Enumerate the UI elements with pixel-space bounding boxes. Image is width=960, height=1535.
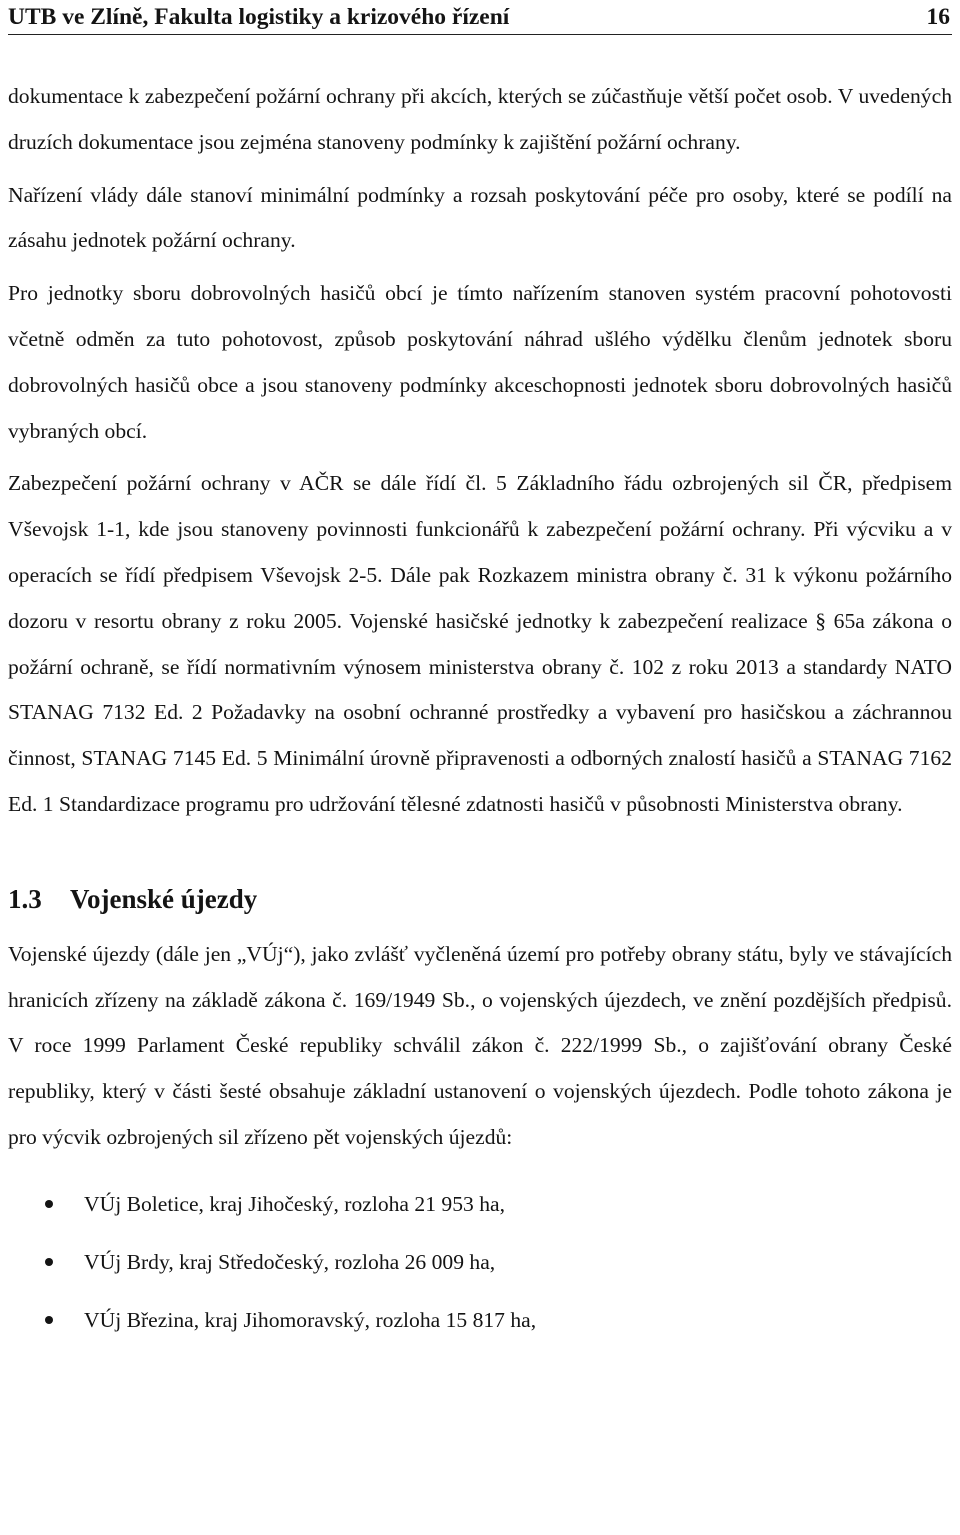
list-item <box>8 1307 952 1333</box>
header-title: UTB ve Zlíně, Fakulta logistiky a krizového řízení <box>8 4 510 30</box>
section-heading <box>8 879 952 919</box>
list-item <box>8 1249 952 1275</box>
list-item-text: VÚj Březina, kraj Jihomoravský, rozloha 15 817 ha, <box>84 1307 537 1332</box>
list-item-text: VÚj Brdy, kraj Středočeský, rozloha 26 009 ha, <box>84 1249 496 1274</box>
list-item-text: VÚj Boletice, kraj Jihočeský, rozloha 21 953 ha, <box>84 1191 505 1216</box>
bullet-list <box>8 1191 952 1333</box>
paragraph: dokumentace k zabezpečení požární ochrany při akcích, kterých se zúčastňuje větší počet osob. V uvedených druzích dokumentace jsou zejména stanoveny podmínky k zajištění požární ochrany. <box>8 84 952 154</box>
bullet-icon <box>45 1200 53 1208</box>
page-header <box>8 0 952 35</box>
paragraph: Vojenské újezdy (dále jen „VÚj“), jako zvlášť vyčleněná území pro potřeby obrany státu, byly ve stávajících hranicích zřízeny na základě zákona č. 169/1949 Sb., o vojenských újezdech, ve znění pozdějších předpisů. V roce 1999 Parlament České republiky schválil zákon č. 222/1999 Sb., o zajišťování obrany České republiky, který v části šesté obsahuje základní ustanovení o vojenských újezdech. Podle tohoto zákona je pro výcvik ozbrojených sil zřízeno pět vojenských újezdů: <box>8 941 952 1149</box>
document-body <box>8 74 952 1365</box>
bullet-icon <box>45 1316 53 1324</box>
section-title: Vojenské újezdy <box>70 883 258 914</box>
bullet-icon <box>45 1258 53 1266</box>
paragraph: Zabezpečení požární ochrany v AČR se dále řídí čl. 5 Základního řádu ozbrojených sil ČR, předpisem Vševojsk 1-1, kde jsou stanoveny povinnosti funkcionářů k zabezpečení požární ochrany. Při výcviku a v operacích se řídí předpisem Vševojsk 2-5. Dále pak Rozkazem ministra obrany č. 31 k výkonu požárního dozoru v resortu obrany z roku 2005. Vojenské hasičské jednotky k zabezpečení realizace § 65a zákona o požární ochraně, se řídí normativním výnosem ministerstva obrany č. 102 z roku 2013 a standardy NATO STANAG 7132 Ed. 2 Požadavky na osobní ochranné prostředky a vybavení pro hasičskou a záchrannou činnost, STANAG 7145 Ed. 5 Minimální úrovně připravenosti a odborných znalostí hasičů a STANAG 7162 Ed. 1 Standardizace programu pro udržování tělesné zdatnosti hasičů v působnosti Ministerstva obrany. <box>8 471 952 816</box>
list-item <box>8 1191 952 1217</box>
section-number: 1.3 <box>8 883 42 914</box>
page-number: 16 <box>926 4 950 30</box>
paragraph: Nařízení vlády dále stanoví minimální podmínky a rozsah poskytování péče pro osoby, které se podílí na zásahu jednotek požární ochrany. <box>8 182 952 253</box>
paragraph: Pro jednotky sboru dobrovolných hasičů obcí je tímto nařízením stanoven systém pracovní pohotovosti včetně odměn za tuto pohotovost, způsob poskytování náhrad ušlého výdělku členům jednotek sboru dobrovolných hasičů obce a jsou stanoveny podmínky akceschopnosti jednotek sboru dobrovolných hasičů vybraných obcí. <box>8 281 952 443</box>
